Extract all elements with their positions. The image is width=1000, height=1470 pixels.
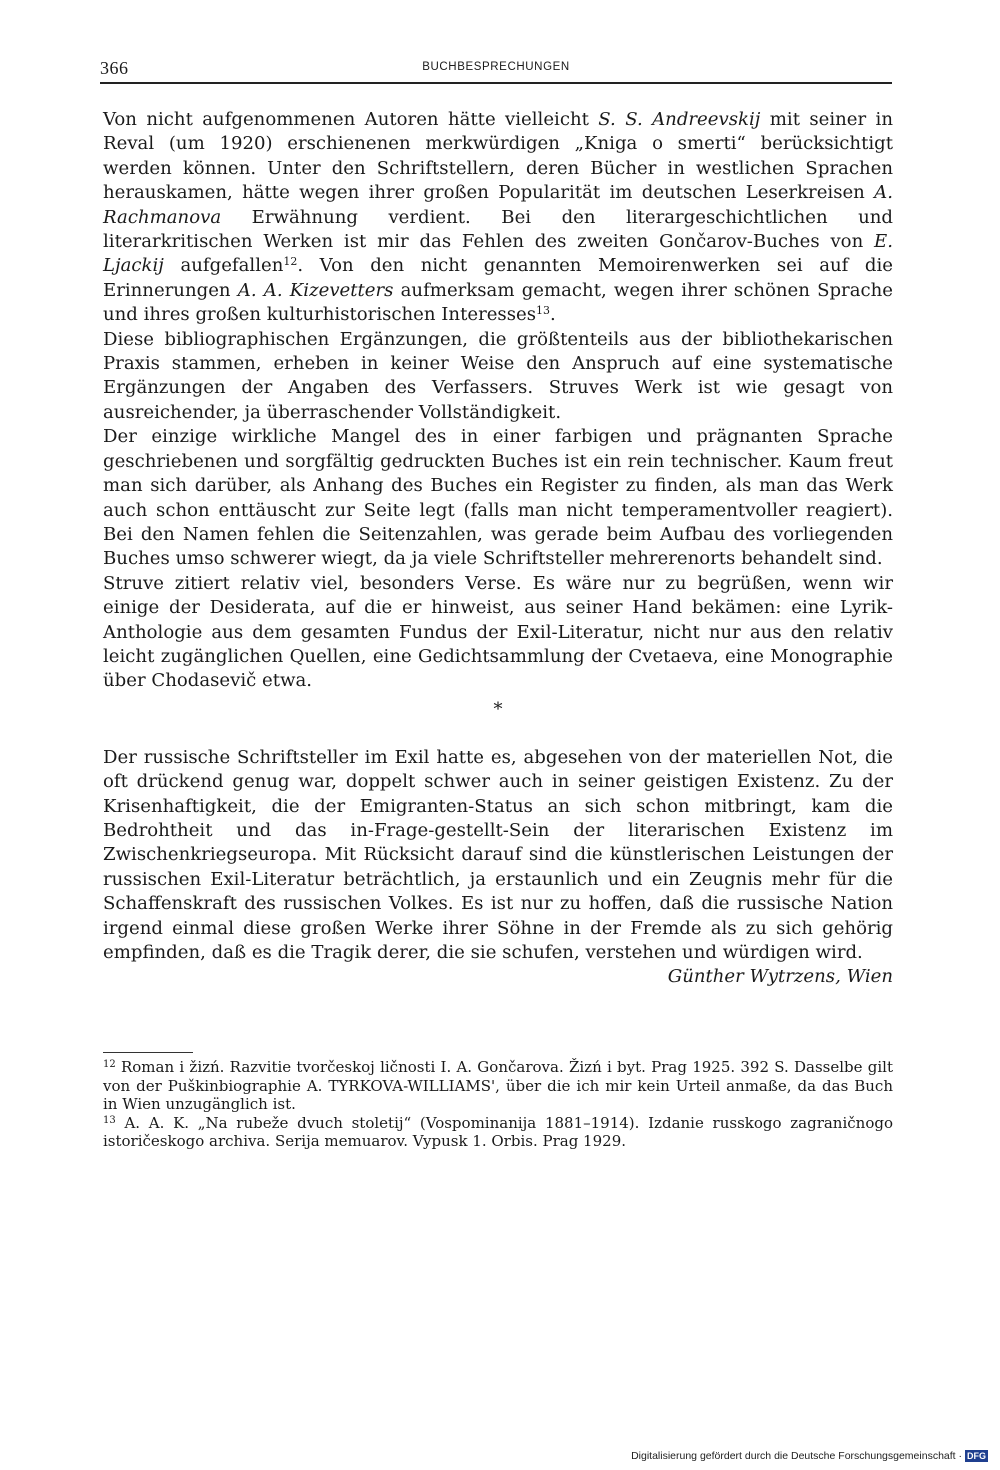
footnote-13 xyxy=(103,1114,893,1151)
paragraph-2: Diese bibliographischen Ergänzungen, die größtenteils aus der bibliothekarischen Praxis stammen, erheben in keiner Weise den Anspruch auf eine systematische Ergänzungen der Angaben des Verfassers. Struves Werk ist wie gesagt von ausreichender, ja überraschender Vollständigkeit. xyxy=(103,328,893,423)
author-name: A. Rachmanova xyxy=(103,182,893,228)
text-run: aufgefallen xyxy=(163,255,284,277)
author-name: E. Ljackij xyxy=(103,231,893,277)
footnote-number: 13 xyxy=(103,1114,116,1126)
page-number: 366 xyxy=(100,58,129,78)
text-run: Von nicht aufgenommenen Autoren hätte vielleicht xyxy=(103,109,599,130)
footnote-number: 12 xyxy=(103,1059,116,1070)
paragraph-4: Struve zitiert relativ viel, besonders Verse. Es wäre nur zu begrüßen, wenn wir einige der Desiderata, auf die er hinweist, aus seiner Hand bekämen: eine Lyrik-Anthologie aus dem gesamten Fundus der Exil-Literatur, nicht nur aus den relativ leicht zugänglichen Quellen, eine Gedichtsammlung der Cvetaeva, eine Monographie über Chodasevič etwa. xyxy=(103,572,893,692)
paragraph-3: Der einzige wirkliche Mangel des in einer farbigen und prägnanten Sprache geschriebenen und sorgfältig gedruckten Buches ist ein rein technischer. Kaum freut man sich darüber, als Anhang des Buches ein Register zu finden, als man das Werk auch schon enttäuscht zur Seite legt (falls man nicht temperamentvoller reagiert). Bei den Namen fehlen die Seitenzahlen, was gerade beim Aufbau des vorliegenden Buches umso schwerer wiegt, da ja viele Schriftsteller mehrerenorts behandelt sind. xyxy=(103,426,893,570)
text-run: aufmerksam gemacht, wegen ihrer schönen Sprache und ihres großen kulturhistorischen Interesses xyxy=(103,279,893,326)
footnote-ref-13[interactable]: 13 xyxy=(536,304,550,318)
author-name: A. A. Kizevetters xyxy=(237,279,394,301)
dfg-logo-icon: DFG xyxy=(967,1451,986,1461)
paragraph-1 xyxy=(103,108,893,328)
footnote-divider xyxy=(103,1052,193,1053)
running-head: BUCHBESPRECHUNGEN xyxy=(422,61,570,73)
credit-text: Digitalisierung gefördert durch die Deutsche Forschungsgemeinschaft · xyxy=(631,1450,962,1462)
text-run: . xyxy=(550,304,556,326)
paragraph-5: Der russische Schriftsteller im Exil hatte es, abgesehen von der materiellen Not, die oft drückend genug war, doppelt schwer auch in seiner geistigen Existenz. Zu der Krisenhaftigkeit, die der Emigranten-Status an sich schon mitbringt, kam die Bedrohtheit und das in-Frage-gestellt-Sein der literarischen Existenz im Zwischenkriegseuropa. Mit Rücksicht darauf sind die künstlerischen Leistungen der russischen Exil-Literatur beträchtlich, ja erstaunlich und ein Zeugnis mehr für die Schaffenskraft des russischen Volkes. Es ist nur zu hoffen, daß die russische Nation irgend einmal diese großen Werke ihrer Söhne in der Fremde als zu sich gehörig empfinden, daß es die Tragik derer, die sie schufen, verstehen und würdigen wird. xyxy=(103,746,893,963)
text-run: Erwähnung verdient. Bei den literargeschichtlichen und literarkritischen Werken ist mir das Fehlen des zweiten Gončarov-Buches von xyxy=(103,206,893,253)
footnotes xyxy=(103,1058,893,1151)
footnote-text: A. A. K. „Na rubeže dvuch stoletij“ (Vospominanija 1881–1914). Izdanie russkogo zagraničnogo istoričeskogo archiva. Serija memuarov. Vypusk 1. Orbis. Prag 1929. xyxy=(103,1113,893,1151)
section-asterisk: * xyxy=(493,698,503,720)
footnote-text: Roman i žizń. Razvitie tvorčeskoj ličnosti I. A. Gončarova. Žizń i byt. Prag 1925. 392 S. Dasselbe gilt von der Puškinbiographie A. TYRKOVA-WILLIAMS', über die ich mir kein Urteil anmaße, da das Buch in Wien unzugänglich ist. xyxy=(103,1058,893,1114)
digitization-credit xyxy=(631,1450,988,1462)
footnote-ref-12[interactable]: 12 xyxy=(283,255,298,269)
page-header xyxy=(100,56,892,84)
review-body xyxy=(103,108,893,990)
footnote-12 xyxy=(103,1058,893,1114)
text-run: . Von den nicht genannten Memoirenwerken sei auf die Erinnerungen xyxy=(103,255,893,301)
text-run: mit seiner in Reval (um 1920) erschienenen merkwürdigen „Kniga o smerti“ berücksichtigt werden können. Unter den Schriftstellern, deren Bücher in westlichen Sprachen herauskamen, hätte wegen ihrer großen Popularität im deutschen Leserkreisen xyxy=(103,109,893,204)
author-name: S. S. Andreevskij xyxy=(598,109,761,130)
reviewer-signature: Günther Wytrzens, Wien xyxy=(667,966,893,988)
